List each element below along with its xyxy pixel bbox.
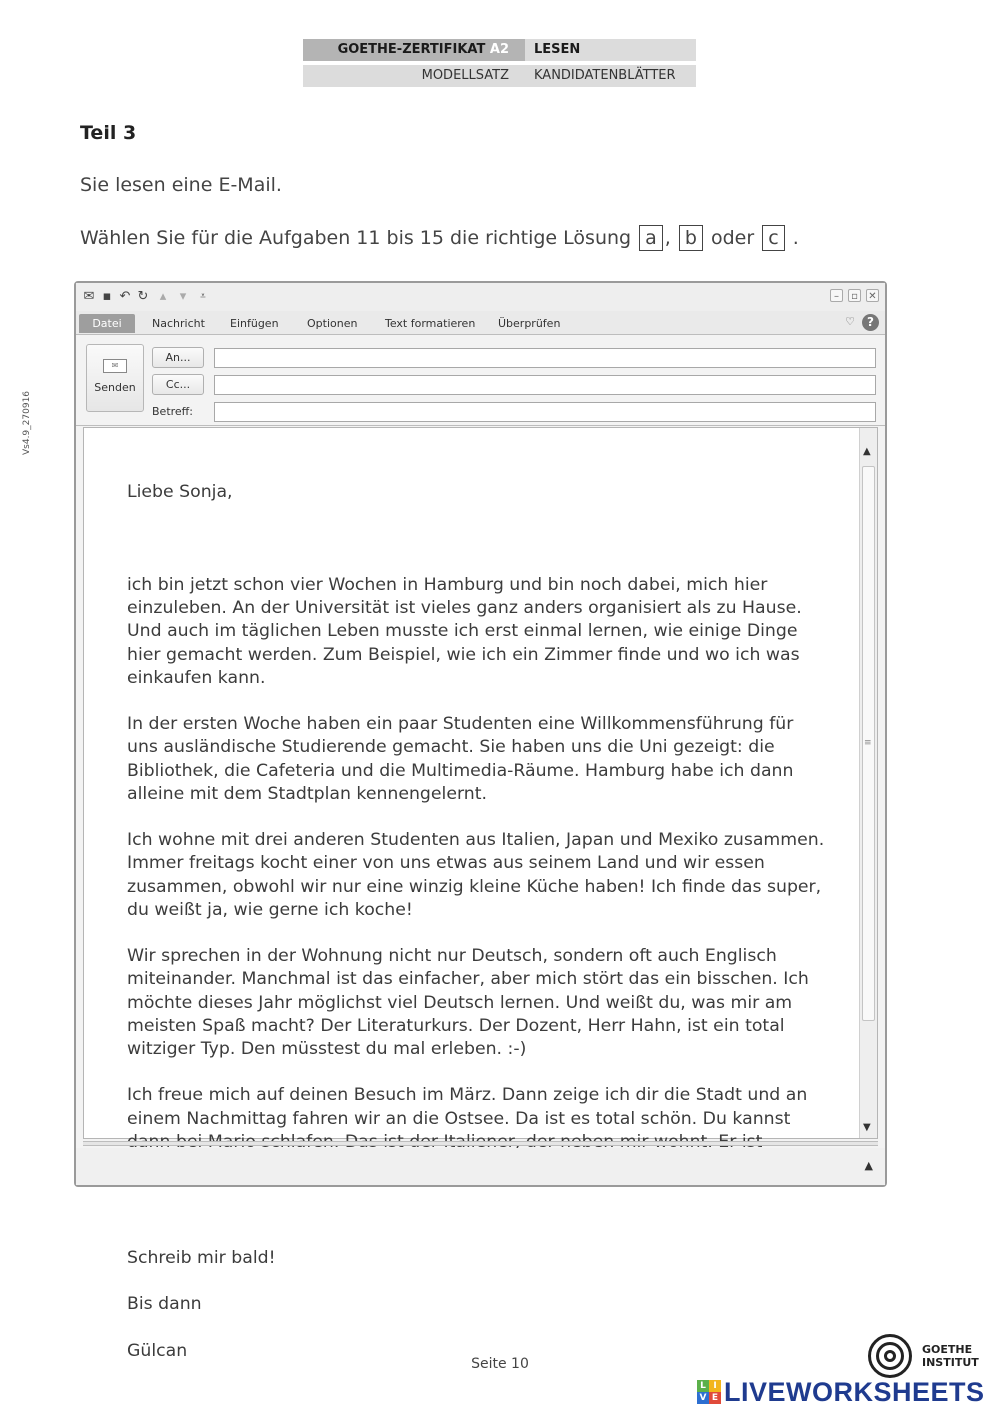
option-b-box: b bbox=[679, 225, 703, 251]
exam-header-row-2 bbox=[303, 65, 696, 87]
task-instruction bbox=[80, 225, 799, 251]
email-paragraph: Wir sprechen in der Wohnung nicht nur Deutsch, sondern oft auch Englisch miteinander. Manchmal ist das einfacher, aber mich stört das ein bisschen. Ich möchte dieses Jahr möglichst viel Deutsch lernen. Und weißt du, was mir am meisten Spaß macht? Der Literaturkurs. Der Dozent, Herr Hahn, ist ein total witziger Typ. Den müsstest du mal erleben. :-) bbox=[127, 946, 809, 1060]
ribbon-tabs bbox=[76, 311, 885, 335]
up-arrow-icon[interactable]: ▴ bbox=[159, 289, 167, 304]
pane-splitter[interactable] bbox=[83, 1141, 878, 1146]
to-button[interactable]: An... bbox=[152, 347, 204, 368]
send-button-label: Senden bbox=[94, 381, 136, 394]
task-text: Wählen Sie für die Aufgaben 11 bis 15 die richtige Lösung bbox=[80, 227, 632, 249]
close-icon[interactable]: ✕ bbox=[866, 289, 879, 302]
quick-access-toolbar bbox=[76, 283, 885, 311]
scroll-up-icon[interactable]: ▲ bbox=[863, 446, 871, 457]
liveworksheets-brand: LIVEWORKSHEETS bbox=[724, 1376, 985, 1407]
email-paragraph: ich bin jetzt schon vier Wochen in Hamburg und bin noch dabei, mich hier einzuleben. An der Universität ist vieles ganz anders organisiert als zu Hause. Und auch im täglichen Leben musste ich erst einmal lernen, wie einige Dinge hier gemacht werden. Zum Beispiel, wie ich ein Zimmer finde und wo ich was einkaufen kann. bbox=[127, 575, 802, 688]
lw-tile: L bbox=[697, 1380, 709, 1392]
tab-insert[interactable]: Einfügen bbox=[230, 317, 279, 330]
tab-format-text[interactable]: Text formatieren bbox=[385, 317, 476, 330]
ribbon-toggle-icon[interactable]: ♡ bbox=[845, 315, 855, 328]
envelope-icon: ✉ bbox=[103, 359, 127, 373]
email-paragraph: Ich wohne mit drei anderen Studenten aus Italien, Japan und Mexiko zusammen. Immer freitags kocht einer von uns etwas aus seinem Land und wir essen zusammen, obwohl wir nur eine winzig kleine Küche haben! Ich finde das super, du weißt ja, wie gerne ich koche! bbox=[127, 830, 825, 920]
goethe-logo bbox=[866, 1334, 979, 1378]
lw-tile: I bbox=[709, 1380, 721, 1392]
exam-set: MODELLSATZ bbox=[303, 65, 525, 87]
tab-options[interactable]: Optionen bbox=[307, 317, 358, 330]
tab-review[interactable]: Überprüfen bbox=[498, 317, 561, 330]
scroll-down-icon[interactable]: ▼ bbox=[863, 1122, 871, 1133]
expand-pane-icon[interactable]: ▲ bbox=[864, 1159, 873, 1172]
option-a-box: a bbox=[639, 225, 663, 251]
minimize-icon[interactable]: – bbox=[830, 289, 843, 302]
exam-name: GOETHE-ZERTIFIKAT bbox=[337, 42, 486, 57]
down-arrow-icon[interactable]: ▾ bbox=[179, 289, 187, 304]
vertical-scrollbar[interactable] bbox=[859, 428, 877, 1138]
exam-sheet: KANDIDATENBLÄTTER bbox=[525, 65, 696, 87]
email-text bbox=[127, 458, 827, 1386]
customize-icon[interactable]: ⩡ bbox=[200, 291, 206, 302]
option-c-box: c bbox=[762, 225, 784, 251]
restore-icon[interactable]: ▫ bbox=[848, 289, 861, 302]
goethe-line-2: INSTITUT bbox=[922, 1356, 979, 1369]
exam-header bbox=[303, 39, 696, 88]
exam-header-row-1 bbox=[303, 39, 696, 61]
lw-tile: E bbox=[709, 1392, 721, 1404]
side-version-code: Vs4.9_270916 bbox=[22, 390, 32, 455]
email-paragraph: In der ersten Woche haben ein paar Studenten eine Willkommensführung für uns ausländische Studierende gemacht. Sie haben uns die Uni gezeigt: die Bibliothek, die Cafeteria und die Multimedia-Räume. Hamburg habe ich dann alleine mit dem Stadtplan kennengelernt. bbox=[127, 714, 794, 804]
exam-level: A2 bbox=[489, 42, 509, 57]
lw-tile: V bbox=[697, 1392, 709, 1404]
to-field[interactable] bbox=[214, 348, 876, 368]
task-comma: , bbox=[664, 227, 671, 249]
undo-icon[interactable]: ↶ bbox=[119, 289, 131, 304]
liveworksheets-tiles-icon bbox=[697, 1380, 721, 1404]
window-controls bbox=[830, 289, 879, 302]
scroll-grip-icon: ≡ bbox=[864, 738, 872, 748]
email-closing-1: Schreib mir bald! bbox=[127, 1247, 276, 1268]
email-greeting: Liebe Sonja, bbox=[127, 482, 233, 503]
email-window bbox=[74, 281, 887, 1361]
part-heading: Teil 3 bbox=[80, 122, 137, 144]
subject-field[interactable] bbox=[214, 402, 876, 422]
page-number: Seite 10 bbox=[471, 1356, 529, 1372]
intro-text: Sie lesen eine E-Mail. bbox=[80, 174, 282, 196]
send-button[interactable] bbox=[86, 344, 144, 412]
task-end: . bbox=[792, 227, 799, 249]
exam-title bbox=[303, 39, 525, 61]
tab-message[interactable]: Nachricht bbox=[152, 317, 205, 330]
compose-header bbox=[76, 336, 885, 426]
subject-label: Betreff: bbox=[152, 405, 193, 418]
cc-button[interactable]: Cc... bbox=[152, 374, 204, 395]
people-pane bbox=[76, 1148, 885, 1185]
email-body[interactable] bbox=[83, 427, 878, 1361]
email-paragraph: Ich freue mich auf deinen Besuch im März. Dann zeige ich dir die Stadt und an einem Nachmittag fahren wir an die Ostsee. Da ist es total schön. Du kannst bbox=[127, 1085, 808, 1129]
outlook-icon[interactable]: ✉ bbox=[83, 289, 95, 304]
help-icon[interactable]: ? bbox=[862, 314, 879, 331]
tab-file[interactable]: Datei bbox=[79, 314, 135, 333]
exam-section: LESEN bbox=[525, 39, 696, 61]
save-icon[interactable]: ▪ bbox=[102, 289, 112, 304]
liveworksheets-logo bbox=[697, 1376, 985, 1408]
task-oder: oder bbox=[711, 227, 755, 249]
email-signature: Gülcan bbox=[127, 1340, 188, 1361]
email-closing-2: Bis dann bbox=[127, 1294, 202, 1315]
goethe-line-1: GOETHE bbox=[922, 1343, 973, 1356]
goethe-ring-core bbox=[884, 1350, 896, 1362]
cc-field[interactable] bbox=[214, 375, 876, 395]
redo-icon[interactable]: ↻ bbox=[137, 289, 149, 304]
